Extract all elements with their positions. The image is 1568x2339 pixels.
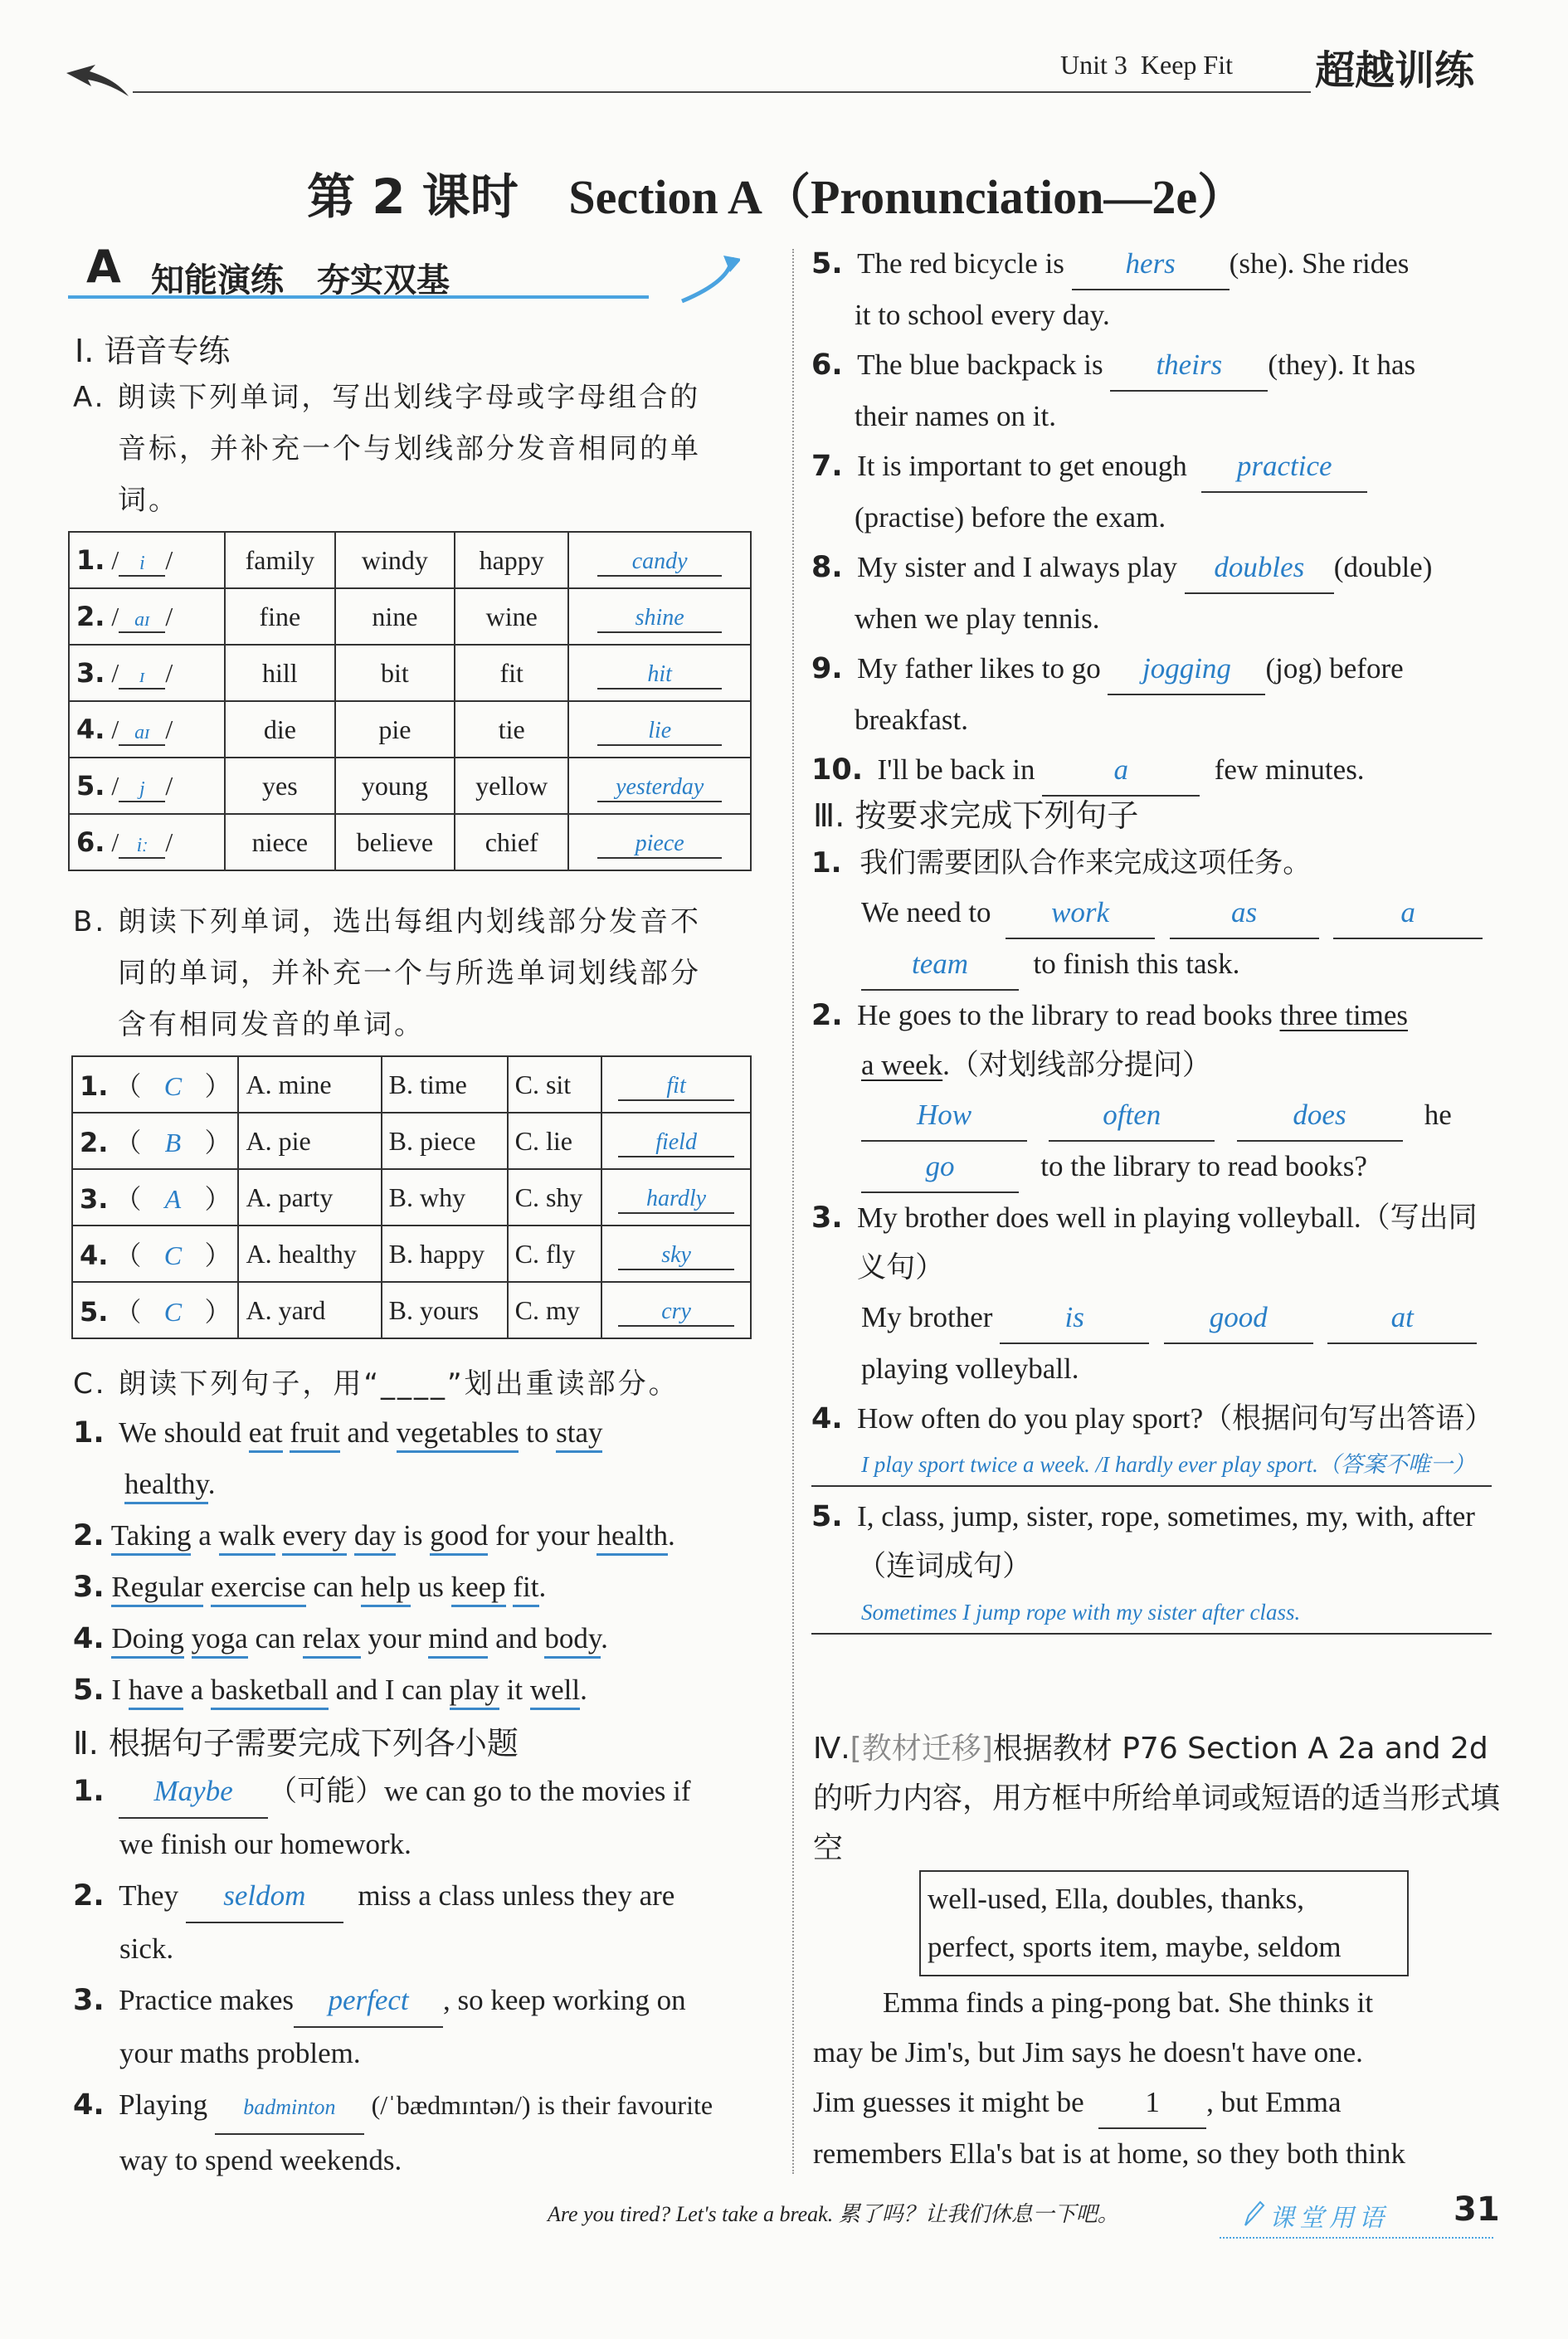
option-c: C. shy — [514, 1182, 583, 1212]
part3-list — [811, 838, 1508, 1635]
part4-number: Ⅳ. — [813, 1732, 850, 1766]
list-item — [811, 1492, 1508, 1591]
answer-blank[interactable]: does — [1237, 1090, 1403, 1142]
option-a: A. party — [246, 1182, 334, 1212]
answer-blank[interactable]: hardly — [618, 1186, 734, 1214]
part1-title: Ⅰ. 语音专练 — [75, 333, 231, 369]
answer-blank[interactable]: sky — [618, 1242, 734, 1270]
footer-tag: 课堂用语 — [1269, 2204, 1389, 2233]
item-text: (double) — [1333, 551, 1433, 583]
phonetic-blank[interactable]: iː — [119, 835, 165, 859]
part3-title: Ⅲ. 按要求完成下列句子 — [813, 797, 1139, 834]
item-text: playing volleyball. — [861, 1352, 1079, 1385]
word-cell — [225, 758, 335, 814]
part2-list-left — [73, 1766, 762, 2186]
column-divider — [792, 249, 794, 2174]
list-item: 4. Doing yoga can relax your mind and body. — [73, 1613, 753, 1664]
answer-blank[interactable]: 1 — [1098, 2078, 1206, 2129]
item-number: 4. — [73, 2088, 105, 2122]
choice-table — [71, 1055, 752, 1339]
answer-blank[interactable]: yesterday — [597, 774, 722, 802]
row-number: 6. — [76, 826, 105, 858]
item-text: miss a class unless they are — [358, 1879, 675, 1912]
item-number: 2. — [73, 1519, 105, 1552]
word-cell — [455, 588, 568, 645]
item-number: 1. — [73, 1775, 105, 1808]
choice-cell: 4. （ C ） — [72, 1226, 238, 1282]
list-item — [73, 2079, 762, 2135]
item-number: 4. — [73, 1622, 105, 1655]
answer-blank[interactable]: doubles — [1185, 543, 1334, 594]
answer-blank[interactable]: as — [1170, 888, 1319, 939]
choice-answer[interactable]: A — [164, 1184, 182, 1214]
answer-blank[interactable]: practice — [1201, 441, 1367, 493]
word: chief — [485, 826, 538, 857]
item-text: few minutes. — [1214, 753, 1365, 786]
page-title — [307, 158, 1245, 227]
row-number: 3. — [80, 1183, 109, 1215]
word: niece — [251, 826, 309, 857]
item-text: (/ˈbædmɪntən/) is their favourite — [371, 2090, 713, 2120]
phonetic-cell: 2. / aɪ / — [69, 588, 225, 645]
table-row — [69, 701, 751, 758]
partA-instruction — [73, 372, 701, 526]
item-text: The red bicycle is — [857, 247, 1064, 280]
item-number: 7. — [811, 450, 843, 483]
page-number: 31 — [1454, 2190, 1500, 2229]
choice-answer[interactable]: B — [164, 1128, 182, 1157]
list-item: healthy. — [73, 1459, 753, 1510]
list-item — [811, 838, 1508, 888]
row-number: 5. — [76, 769, 105, 802]
answer-cell — [568, 758, 751, 814]
option-cell — [238, 1282, 381, 1338]
instr-line: 音标，并补充一个与划线部分发音相同的单 — [118, 432, 701, 465]
item-text: way to spend weekends. — [119, 2144, 402, 2176]
passage-line — [813, 2078, 1502, 2129]
answer-line — [811, 1142, 1508, 1193]
part2-list-right — [811, 239, 1500, 797]
word: fine — [259, 601, 301, 631]
list-item — [73, 1766, 762, 1819]
word-cell — [455, 758, 568, 814]
answer-blank[interactable]: perfect — [294, 1975, 443, 2028]
unit-label: Unit 3 — [1060, 50, 1127, 80]
phonetic-cell: 4. / aɪ / — [69, 701, 225, 758]
item-number: 1. — [811, 846, 842, 880]
word: bit — [380, 657, 409, 688]
item-number: 8. — [811, 551, 843, 584]
partC-list — [73, 1407, 753, 1716]
option-cell — [238, 1113, 381, 1169]
word: pie — [378, 714, 411, 744]
option-b: B. yours — [388, 1294, 480, 1325]
item-text: I, class, jump, sister, rope, sometimes, my, with, after（连词成句） — [857, 1500, 1475, 1582]
option-b: B. happy — [388, 1238, 485, 1269]
option-cell — [508, 1169, 602, 1226]
word-cell — [335, 701, 455, 758]
list-item — [811, 441, 1500, 493]
item-text: Playing — [119, 2088, 208, 2121]
word: happy — [479, 544, 544, 575]
passage — [813, 1978, 1502, 2179]
option-cell — [382, 1226, 508, 1282]
tag-label: 教材迁移 — [861, 1732, 981, 1766]
table-row — [69, 758, 751, 814]
passage-line: may be Jim's, but Jim says he doesn't have one. — [813, 2036, 1363, 2069]
answer-blank[interactable]: often — [1049, 1090, 1215, 1142]
brand-title: 超越训练 — [1315, 47, 1475, 94]
item-text: sick. — [119, 1932, 174, 1965]
item-number: 6. — [811, 348, 843, 382]
phonetic-blank[interactable]: ɪ — [119, 665, 165, 690]
item-text: breakfast. — [855, 704, 969, 736]
word-cell — [455, 532, 568, 588]
list-item — [811, 1193, 1508, 1293]
instr-line: 含有相同发音的单词。 — [118, 1008, 425, 1041]
item-number: 2. — [811, 999, 843, 1032]
choice-cell: 5. （ C ） — [72, 1282, 238, 1338]
list-item — [811, 340, 1500, 392]
passage-line: remembers Ella's bat is at home, so they both think — [813, 2137, 1405, 2170]
option-cell — [238, 1226, 381, 1282]
item-number: 3. — [811, 1201, 843, 1235]
answer-blank[interactable]: jogging — [1108, 644, 1265, 695]
word: die — [263, 714, 296, 744]
passage-line: Emma finds a ping-pong bat. She thinks it — [883, 1986, 1374, 2019]
table-row — [69, 588, 751, 645]
row-number: 1. — [80, 1070, 109, 1102]
header-unit — [1060, 50, 1233, 80]
answer-blank[interactable]: work — [1006, 888, 1155, 939]
topic-label: Keep Fit — [1140, 50, 1233, 80]
choice-answer[interactable]: C — [163, 1240, 183, 1270]
option-cell — [508, 1282, 602, 1338]
answer-cell — [568, 588, 751, 645]
answer-blank[interactable]: a — [1042, 745, 1200, 797]
item-text: (jog) before — [1265, 652, 1404, 685]
item-number: 4. — [811, 1402, 843, 1435]
answer-line[interactable]: I play sport twice a week. /I hardly ever play sport.（答案不唯一） — [811, 1444, 1492, 1487]
list-item — [811, 745, 1500, 797]
word: hill — [262, 657, 298, 688]
choice-answer[interactable]: C — [163, 1297, 183, 1327]
item-text: How often do you play sport?（根据问句写出答语） — [857, 1402, 1494, 1435]
item-text: (she). She rides — [1229, 247, 1410, 280]
item-text: (they). It has — [1268, 348, 1416, 381]
row-number: 2. — [76, 600, 105, 632]
item-text: My brother — [861, 1301, 993, 1333]
footer-rule — [1220, 2237, 1493, 2239]
answer-cell — [601, 1226, 751, 1282]
answer-blank[interactable]: piece — [597, 831, 722, 859]
option-cell — [382, 1113, 508, 1169]
word-box-line: well-used, Ella, doubles, thanks, — [928, 1883, 1304, 1915]
option-c: C. my — [514, 1294, 580, 1325]
table-row — [72, 1056, 751, 1113]
answer-cell — [568, 645, 751, 701]
item-number: 5. — [73, 1674, 105, 1707]
word: believe — [356, 826, 434, 857]
option-cell — [508, 1056, 602, 1113]
word-cell — [335, 532, 455, 588]
passage-text: Jim guesses it might be — [813, 2086, 1084, 2118]
phonetic-blank[interactable]: aɪ — [119, 609, 165, 633]
option-cell — [382, 1169, 508, 1226]
option-b: B. why — [388, 1182, 466, 1212]
banner-letter: A — [86, 241, 121, 293]
phonetic-blank[interactable]: aɪ — [119, 722, 165, 746]
item-text: to the library to read books? — [1040, 1150, 1367, 1182]
list-item — [73, 1870, 762, 1923]
word-cell — [225, 701, 335, 758]
instr-line: B. 朗读下列单词，选出每组内划线部分发音不 — [73, 905, 701, 938]
item-text: it to school every day. — [855, 299, 1110, 331]
instr-line: 同的单词，并补充一个与所选单词划线部分 — [118, 957, 701, 990]
answer-cell — [568, 814, 751, 870]
answer-cell — [601, 1056, 751, 1113]
table-row — [72, 1282, 751, 1338]
word-cell — [225, 645, 335, 701]
item-text: , so keep working on — [443, 1984, 686, 2016]
answer-cell — [568, 701, 751, 758]
choice-answer[interactable]: C — [163, 1071, 183, 1101]
item-number: 3. — [73, 1984, 105, 2017]
item-number: 3. — [73, 1571, 105, 1604]
answer-line — [811, 1293, 1508, 1344]
word: nine — [372, 601, 418, 631]
phonetic-cell: 1. / i / — [69, 532, 225, 588]
option-b: B. piece — [388, 1125, 476, 1156]
answer-blank[interactable]: good — [1164, 1293, 1313, 1344]
list-item — [811, 239, 1500, 290]
partB-instruction — [73, 896, 701, 1050]
word: yellow — [475, 770, 548, 801]
item-number: 9. — [811, 652, 843, 685]
option-a: A. healthy — [246, 1238, 357, 1269]
answer-line — [811, 939, 1508, 991]
option-c: C. lie — [514, 1125, 572, 1156]
phonetic-cell: 3. / ɪ / — [69, 645, 225, 701]
answer-line — [811, 1090, 1508, 1142]
item-text: （可能）we can go to the movies if — [268, 1775, 691, 1807]
list-item: 2. Taking a walk every day is good for your health. — [73, 1510, 753, 1562]
word: family — [245, 544, 315, 575]
item-number: 10. — [811, 753, 864, 787]
table-row — [69, 645, 751, 701]
item-text: It is important to get enough — [857, 450, 1187, 482]
word: windy — [361, 544, 428, 575]
answer-cell — [601, 1169, 751, 1226]
word: fit — [499, 657, 523, 688]
row-number: 2. — [80, 1127, 109, 1158]
list-item: 2. He goes to the library to read books three times — [811, 999, 1408, 1032]
item-text: They — [119, 1879, 179, 1912]
item-text: we finish our homework. — [119, 1828, 411, 1860]
option-a: A. mine — [246, 1069, 332, 1099]
word-cell — [335, 814, 455, 870]
phonetic-cell: 5. / j / — [69, 758, 225, 814]
banner-text: 知能演练 夯实双基 — [151, 261, 450, 300]
phonetic-blank[interactable]: i — [119, 553, 165, 577]
answer-blank[interactable]: Maybe — [119, 1766, 268, 1819]
word: yes — [262, 770, 298, 801]
answer-blank[interactable]: fit — [618, 1073, 734, 1101]
word-box-line: perfect, sports item, maybe, seldom — [928, 1931, 1342, 1963]
answer-blank[interactable]: candy — [597, 548, 722, 577]
answer-cell — [568, 532, 751, 588]
part2-title: Ⅱ. 根据句子需要完成下列各小题 — [73, 1725, 519, 1762]
word: wine — [485, 601, 538, 631]
word: young — [361, 770, 428, 801]
option-cell — [382, 1056, 508, 1113]
item-number: 5. — [811, 247, 843, 280]
lesson-title: 第 2 课时 — [307, 168, 519, 225]
choice-cell: 1. （ C ） — [72, 1056, 238, 1113]
table-row — [72, 1226, 751, 1282]
instr-line: 词。 — [118, 484, 179, 517]
word-box — [919, 1870, 1409, 1976]
item-text: The blue backpack is — [857, 348, 1103, 381]
part4-title: Ⅳ.[教材迁移]根据教材 P76 Section A 2a and 2d 的听力内容，用方框中所给单词或短语的适当形式填空 — [813, 1732, 1501, 1865]
list-item — [811, 1394, 1508, 1444]
word-cell — [225, 532, 335, 588]
part4-instruction: 根据教材 P76 Section A 2a and 2d 的听力内容，用方框中所给单词或短语的适当形式填空 — [813, 1732, 1501, 1865]
answer-blank[interactable]: lie — [597, 718, 722, 746]
word: tie — [498, 714, 525, 744]
item-text: when we play tennis. — [855, 602, 1100, 635]
section-banner — [68, 241, 740, 307]
answer-cell — [601, 1113, 751, 1169]
item-number: 5. — [811, 1500, 843, 1533]
partC-instruction: C. 朗读下列句子，用“____”划出重读部分。 — [73, 1367, 679, 1401]
answer-line[interactable]: Sometimes I jump rope with my sister after class. — [811, 1591, 1492, 1635]
item-number: 1. — [73, 1416, 105, 1450]
row-number: 4. — [76, 713, 105, 745]
option-a: A. pie — [246, 1125, 311, 1156]
section-title: Section A（Pronunciation—2e） — [568, 170, 1246, 224]
word-cell — [335, 645, 455, 701]
list-item — [811, 543, 1500, 594]
list-item — [73, 1975, 762, 2028]
item-text: 我们需要团队合作来完成这项任务。 — [859, 846, 1312, 880]
word-cell — [335, 758, 455, 814]
answer-blank[interactable]: is — [1000, 1293, 1149, 1344]
option-cell — [238, 1056, 381, 1113]
word-cell — [455, 814, 568, 870]
answer-blank[interactable]: theirs — [1110, 340, 1268, 392]
list-item: 5. I have a basketball and I can play it well. — [73, 1664, 753, 1716]
item-text: My brother does well in playing volleyball.（写出同义句） — [857, 1201, 1478, 1284]
passage-text: , but Emma — [1206, 2086, 1342, 2118]
answer-blank[interactable]: seldom — [186, 1870, 343, 1923]
row-number: 5. — [80, 1296, 109, 1328]
list-item: a week.（对划线部分提问） — [861, 1049, 1211, 1081]
table-row — [69, 532, 751, 588]
choice-cell: 2. （ B ） — [72, 1113, 238, 1169]
item-text: (practise) before the exam. — [855, 501, 1166, 534]
item-number: 2. — [73, 1879, 105, 1913]
answer-blank[interactable]: How — [861, 1090, 1027, 1142]
option-cell — [238, 1169, 381, 1226]
item-text: Practice makes — [119, 1984, 295, 2016]
item-text: I'll be back in — [877, 753, 1035, 786]
option-a: A. yard — [246, 1294, 326, 1325]
choice-cell: 3. （ A ） — [72, 1169, 238, 1226]
option-cell — [508, 1226, 602, 1282]
item-text: your maths problem. — [119, 2037, 361, 2069]
row-number: 4. — [80, 1240, 109, 1271]
item-text: to finish this task. — [1033, 948, 1240, 980]
back-arrow-icon — [58, 56, 133, 101]
pencil-icon — [1240, 2199, 1265, 2232]
answer-blank[interactable]: hers — [1072, 239, 1230, 290]
option-cell — [382, 1282, 508, 1338]
answer-blank[interactable]: team — [861, 939, 1019, 991]
answer-blank[interactable]: go — [861, 1142, 1019, 1193]
table-row — [69, 814, 751, 870]
phonetic-blank[interactable]: j — [119, 778, 165, 802]
row-number: 1. — [76, 543, 105, 576]
answer-blank[interactable]: a — [1333, 888, 1483, 939]
answer-blank[interactable]: cry — [618, 1299, 734, 1327]
header-rule — [133, 91, 1311, 93]
item-text: My father likes to go — [857, 652, 1101, 685]
phonetic-cell: 6. / iː / — [69, 814, 225, 870]
table-row — [72, 1113, 751, 1169]
option-c: C. sit — [514, 1069, 572, 1099]
answer-blank[interactable]: hit — [597, 661, 722, 690]
word-cell — [225, 814, 335, 870]
list-item: 1. We should eat fruit and vegetables to stay — [73, 1407, 753, 1459]
answer-blank[interactable]: shine — [597, 605, 722, 633]
word-cell — [455, 645, 568, 701]
word-cell — [225, 588, 335, 645]
table-row — [72, 1169, 751, 1226]
footer-text: Are you tired? Let's take a break. 累了吗？让我们休息一下吧。 — [548, 2202, 1119, 2226]
option-c: C. fly — [514, 1238, 576, 1269]
phonetic-table — [68, 531, 752, 871]
answer-line — [811, 888, 1508, 939]
answer-blank[interactable]: badminton — [215, 2082, 364, 2135]
list-item — [811, 644, 1500, 695]
word-cell — [455, 701, 568, 758]
option-b: B. time — [388, 1069, 467, 1099]
answer-blank[interactable]: field — [618, 1129, 734, 1157]
instr-line: A. 朗读下列单词，写出划线字母或字母组合的 — [73, 381, 701, 414]
list-item: 3. Regular exercise can help us keep fit. — [73, 1562, 753, 1613]
word-cell — [335, 588, 455, 645]
item-text: We need to — [861, 896, 991, 928]
row-number: 3. — [76, 656, 105, 689]
answer-blank[interactable]: at — [1327, 1293, 1477, 1344]
option-cell — [508, 1113, 602, 1169]
answer-cell — [601, 1282, 751, 1338]
item-text: My sister and I always play — [857, 551, 1178, 583]
item-text: their names on it. — [855, 400, 1057, 432]
item-text: he — [1424, 1099, 1452, 1131]
